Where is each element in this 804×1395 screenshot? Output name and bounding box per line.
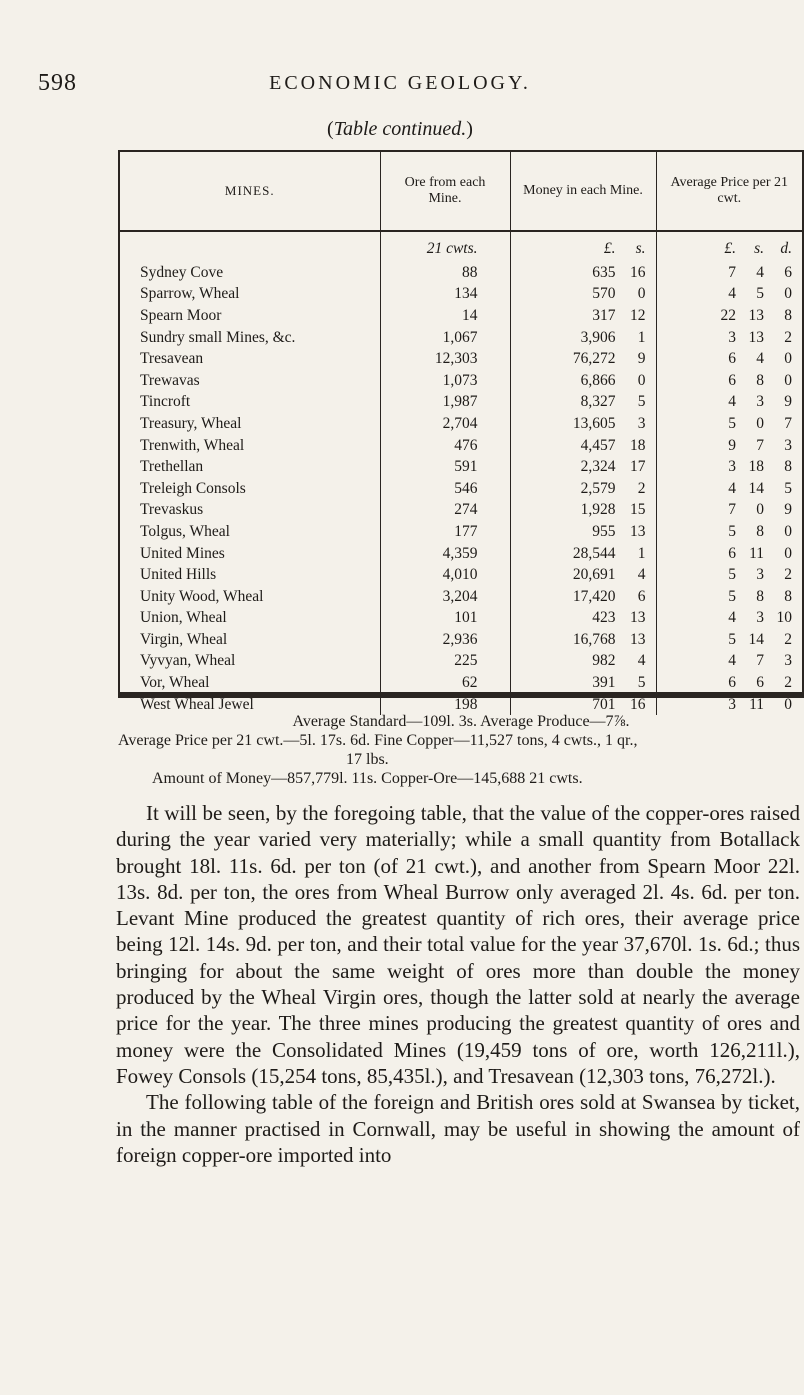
table-row	[120, 564, 802, 586]
mine-name-text	[140, 566, 390, 584]
mine-name-label: Spearn Moor	[140, 306, 222, 324]
mine-name-label: Tincroft	[140, 393, 191, 411]
price-pence: 5	[784, 479, 792, 497]
summary-average-price: Average Price per 21 cwt.—5l. 17s. 6d. Fine Copper—11,527 tons, 4 cwts., 1 qr.,	[118, 732, 638, 749]
running-title: ECONOMIC GEOLOGY.	[269, 72, 531, 94]
price-pounds: 3	[728, 458, 736, 476]
money-cell	[510, 305, 656, 327]
price-pounds: 6	[728, 674, 736, 692]
price-cell	[656, 608, 802, 630]
price-pence: 6	[784, 263, 792, 281]
mine-name	[120, 629, 380, 651]
caption-close: )	[466, 118, 473, 140]
mine-name-label: Trethellan	[140, 458, 204, 476]
price-pounds: 3	[728, 695, 736, 713]
ore-cell: 225	[380, 651, 510, 673]
price-pence: 0	[784, 522, 792, 540]
money-shillings: 6	[637, 587, 646, 605]
ore-cell: 101	[380, 608, 510, 630]
mine-name-label: Vyvyan, Wheal	[140, 652, 236, 670]
price-cell	[656, 543, 802, 565]
table-header-row	[120, 152, 802, 231]
units-money	[510, 231, 656, 262]
price-cell	[656, 435, 802, 457]
units-price-d: d.	[780, 240, 792, 257]
price-pounds: 5	[728, 587, 736, 605]
table-row	[120, 478, 802, 500]
price-pounds: 5	[728, 522, 736, 540]
price-cell	[656, 262, 802, 284]
price-pounds: 4	[728, 609, 736, 627]
mine-name	[120, 500, 380, 522]
mine-name-text	[140, 501, 390, 519]
price-cell	[656, 305, 802, 327]
table-row	[120, 435, 802, 457]
table-row	[120, 500, 802, 522]
table-body	[120, 231, 802, 715]
table-row	[120, 284, 802, 306]
money-pounds: 2,324	[580, 458, 616, 476]
money-shillings: 3	[637, 414, 646, 432]
mine-name-label: Virgin, Wheal	[140, 630, 228, 648]
mine-name	[120, 586, 380, 608]
price-cell	[656, 413, 802, 435]
mine-name-label: Sundry small Mines, &c.	[140, 328, 296, 346]
table-row	[120, 456, 802, 478]
price-pounds: 5	[728, 630, 736, 648]
units-money-l: £.	[603, 240, 616, 257]
mine-name-label: Treleigh Consols	[140, 479, 246, 497]
price-cell	[656, 521, 802, 543]
price-cell	[656, 478, 802, 500]
money-pounds: 4,457	[580, 436, 616, 454]
money-cell	[510, 629, 656, 651]
col-header-money: Money in each Mine.	[510, 152, 656, 231]
mine-name-label: Vor, Wheal	[140, 674, 210, 692]
table-row	[120, 262, 802, 284]
ore-cell: 2,704	[380, 413, 510, 435]
paragraph-2: The following table of the foreign and British ores sold at Swansea by ticket, in the manner practised in Cornwall, may be useful in showing the amount of foreign copper-ore imported into	[116, 1090, 800, 1167]
price-pence: 7	[784, 414, 792, 432]
ore-cell: 88	[380, 262, 510, 284]
price-pence: 3	[784, 436, 792, 454]
table-row	[120, 608, 802, 630]
money-pounds: 6,866	[580, 371, 616, 389]
price-pence: 3	[784, 652, 792, 670]
table-row	[120, 543, 802, 565]
table-row	[120, 413, 802, 435]
money-pounds: 16,768	[572, 630, 616, 648]
mine-name	[120, 262, 380, 284]
mine-name	[120, 348, 380, 370]
money-pounds: 955	[592, 522, 616, 540]
money-pounds: 76,272	[572, 350, 616, 368]
mine-name-label: Trevaskus	[140, 501, 204, 519]
ore-cell: 274	[380, 500, 510, 522]
ore-cell: 1,987	[380, 392, 510, 414]
money-shillings: 4	[637, 566, 646, 584]
money-cell	[510, 608, 656, 630]
caption-open: (	[327, 118, 334, 140]
mine-name	[120, 543, 380, 565]
price-pounds: 4	[728, 652, 736, 670]
price-shillings: 7	[756, 436, 764, 454]
price-pence: 0	[784, 695, 792, 713]
money-shillings: 0	[637, 285, 646, 303]
table-row	[120, 586, 802, 608]
price-shillings: 7	[756, 652, 764, 670]
price-pounds: 4	[728, 393, 736, 411]
price-pence: 8	[784, 306, 792, 324]
page-number: 598	[38, 70, 77, 96]
running-head	[30, 70, 770, 104]
price-pence: 10	[776, 609, 792, 627]
mine-name	[120, 651, 380, 673]
price-pounds: 4	[728, 285, 736, 303]
money-cell	[510, 348, 656, 370]
price-cell	[656, 500, 802, 522]
price-pence: 0	[784, 544, 792, 562]
mine-name-label: United Hills	[140, 566, 217, 584]
caption-text: Table continued.	[333, 118, 467, 140]
price-cell	[656, 370, 802, 392]
mine-name-text	[140, 372, 390, 390]
money-cell	[510, 651, 656, 673]
price-pounds: 3	[728, 328, 736, 346]
mine-name-label: Sydney Cove	[140, 263, 224, 281]
mine-name-text	[140, 480, 390, 498]
ore-cell: 3,204	[380, 586, 510, 608]
money-shillings: 18	[630, 436, 646, 454]
money-pounds: 570	[592, 285, 616, 303]
price-cell	[656, 629, 802, 651]
price-cell	[656, 284, 802, 306]
price-pounds: 22	[720, 306, 736, 324]
mine-name	[120, 478, 380, 500]
money-cell	[510, 478, 656, 500]
money-shillings: 13	[630, 630, 646, 648]
price-shillings: 8	[756, 587, 764, 605]
mine-name-text	[140, 264, 390, 282]
mine-name-text	[140, 631, 390, 649]
price-shillings: 5	[756, 285, 764, 303]
col-header-price: Average Price per 21 cwt.	[656, 152, 802, 231]
table-row	[120, 629, 802, 651]
price-pounds: 5	[728, 414, 736, 432]
ore-cell: 1,067	[380, 327, 510, 349]
ore-cell: 14	[380, 305, 510, 327]
mine-name-label: Tresavean	[140, 350, 204, 368]
price-pence: 2	[784, 566, 792, 584]
table-row	[120, 392, 802, 414]
money-shillings: 16	[630, 263, 646, 281]
money-cell	[510, 586, 656, 608]
table-row	[120, 521, 802, 543]
price-shillings: 0	[756, 414, 764, 432]
price-shillings: 3	[756, 393, 764, 411]
price-pounds: 7	[728, 263, 736, 281]
mine-name-text	[140, 588, 390, 606]
ore-cell: 177	[380, 521, 510, 543]
price-pence: 2	[784, 674, 792, 692]
mine-name-text	[140, 415, 390, 433]
money-cell	[510, 564, 656, 586]
mine-name-label: Treasury, Wheal	[140, 414, 242, 432]
price-pence: 2	[784, 630, 792, 648]
price-shillings: 14	[748, 479, 764, 497]
summary-lbs: 17 lbs.	[346, 751, 389, 768]
money-shillings: 13	[630, 522, 646, 540]
money-shillings: 1	[637, 544, 646, 562]
money-shillings: 15	[630, 501, 646, 519]
money-pounds: 635	[592, 263, 616, 281]
price-shillings: 6	[756, 674, 764, 692]
paragraph-1: It will be seen, by the foregoing table, that the value of the copper-ores raised during the year varied very materially; while a small quantity from Botallack brought 18l. 11s. 6d. per ton (of 21 cwt.), and another from Spearn Moor 22l. 13s. 8d. per ton, the ores from Wheal Burrow only averaged 2l. 4s. 6d. per ton. Levant Mine produced the greatest quantity of rich ores, their average price being 12l. 14s. 9d. per ton, and their total value for the year 37,670l. 1s. 6d.; thus bringing for about the same weight of ores more than double the money produced by the Wheal Virgin ores, though the latter sold at nearly the average price for the year. The three mines producing the greatest quantity of ores and money were the Consolidated Mines (19,459 tons of ore, worth 126,211l.), Fowey Consols (15,254 tons, 85,435l.), and Tresavean (12,303 tons, 76,272l.).	[116, 801, 800, 1088]
price-pence: 9	[784, 393, 792, 411]
table-row	[120, 651, 802, 673]
money-shillings: 0	[637, 371, 646, 389]
table-row	[120, 370, 802, 392]
money-pounds: 982	[592, 652, 616, 670]
price-shillings: 11	[749, 544, 764, 562]
price-pounds: 4	[728, 479, 736, 497]
price-pounds: 6	[728, 544, 736, 562]
table-row	[120, 672, 802, 694]
price-pence: 8	[784, 587, 792, 605]
units-row	[120, 231, 802, 262]
price-cell	[656, 672, 802, 694]
money-shillings: 17	[630, 458, 646, 476]
mine-name	[120, 284, 380, 306]
money-pounds: 1,928	[580, 501, 616, 519]
price-shillings: 3	[756, 609, 764, 627]
mine-name-text	[140, 652, 390, 670]
ore-cell: 591	[380, 456, 510, 478]
price-pounds: 6	[728, 371, 736, 389]
table-caption	[0, 118, 800, 141]
units-ore: 21 cwts.	[380, 231, 510, 262]
money-shillings: 5	[637, 674, 646, 692]
col-header-mines: MINES.	[120, 152, 380, 231]
ore-cell: 198	[380, 694, 510, 716]
mine-name-text	[140, 458, 390, 476]
price-cell	[656, 564, 802, 586]
money-cell	[510, 500, 656, 522]
mine-name	[120, 435, 380, 457]
mine-name	[120, 370, 380, 392]
mine-name-label: Trenwith, Wheal	[140, 436, 245, 454]
mine-name-text	[140, 674, 390, 692]
money-shillings: 2	[637, 479, 646, 497]
price-cell	[656, 456, 802, 478]
price-pounds: 5	[728, 566, 736, 584]
mine-name-text	[140, 696, 390, 714]
mine-name-text	[140, 523, 390, 541]
price-shillings: 4	[756, 350, 764, 368]
price-cell	[656, 327, 802, 349]
mine-name-text	[140, 393, 390, 411]
mine-name-label: West Wheal Jewel	[140, 695, 254, 713]
mine-name	[120, 672, 380, 694]
money-cell	[510, 413, 656, 435]
price-cell	[656, 392, 802, 414]
mine-name-text	[140, 609, 390, 627]
money-cell	[510, 262, 656, 284]
units-name-cell	[120, 231, 380, 262]
mine-name-label: Union, Wheal	[140, 609, 227, 627]
mine-name-label: Unity Wood, Wheal	[140, 587, 264, 605]
money-shillings: 4	[637, 652, 646, 670]
price-shillings: 0	[756, 501, 764, 519]
price-pounds: 7	[728, 501, 736, 519]
money-cell	[510, 456, 656, 478]
money-cell	[510, 672, 656, 694]
price-cell	[656, 348, 802, 370]
money-pounds: 317	[592, 306, 616, 324]
price-shillings: 4	[756, 263, 764, 281]
units-money-s: s.	[635, 240, 646, 257]
mine-name	[120, 564, 380, 586]
summary-average-standard: Average Standard—109l. 3s. Average Produce—7⅞.	[292, 713, 630, 730]
money-pounds: 13,605	[572, 414, 616, 432]
mine-name-text	[140, 285, 390, 303]
money-shillings: 16	[630, 695, 646, 713]
ore-cell: 1,073	[380, 370, 510, 392]
mine-name	[120, 456, 380, 478]
ore-cell: 476	[380, 435, 510, 457]
table-summary	[118, 712, 804, 788]
mine-name	[120, 521, 380, 543]
mine-name	[120, 608, 380, 630]
money-pounds: 701	[592, 695, 616, 713]
money-pounds: 20,691	[572, 566, 616, 584]
mine-name	[120, 327, 380, 349]
money-cell	[510, 392, 656, 414]
price-pounds: 9	[728, 436, 736, 454]
money-pounds: 3,906	[580, 328, 616, 346]
mine-name-label: Sparrow, Wheal	[140, 285, 240, 303]
body-text	[116, 800, 800, 1168]
ore-cell: 4,359	[380, 543, 510, 565]
ore-cell: 12,303	[380, 348, 510, 370]
money-shillings: 9	[637, 350, 646, 368]
mine-name	[120, 413, 380, 435]
units-price-s: s.	[754, 240, 764, 257]
money-cell	[510, 543, 656, 565]
mine-name-text	[140, 350, 390, 368]
price-pence: 2	[784, 328, 792, 346]
table-row	[120, 327, 802, 349]
ore-cell: 546	[380, 478, 510, 500]
units-price-l: £.	[724, 240, 736, 257]
price-shillings: 14	[748, 630, 764, 648]
mines-table	[118, 150, 804, 713]
price-pounds: 6	[728, 350, 736, 368]
mine-name-label: United Mines	[140, 544, 225, 562]
ore-cell: 4,010	[380, 564, 510, 586]
money-pounds: 391	[592, 674, 616, 692]
price-shillings: 13	[748, 306, 764, 324]
ore-cell: 62	[380, 672, 510, 694]
mine-name-text	[140, 307, 390, 325]
mine-name	[120, 305, 380, 327]
price-shillings: 11	[749, 695, 764, 713]
money-cell	[510, 435, 656, 457]
money-pounds: 17,420	[572, 587, 616, 605]
money-shillings: 5	[637, 393, 646, 411]
price-pence: 0	[784, 285, 792, 303]
price-shillings: 13	[748, 328, 764, 346]
price-pence: 8	[784, 458, 792, 476]
table-row	[120, 305, 802, 327]
money-shillings: 12	[630, 306, 646, 324]
mine-name	[120, 392, 380, 414]
money-pounds: 28,544	[572, 544, 616, 562]
col-header-ore: Ore from each Mine.	[380, 152, 510, 231]
price-pence: 0	[784, 350, 792, 368]
mine-name-text	[140, 437, 390, 455]
price-shillings: 3	[756, 566, 764, 584]
money-pounds: 8,327	[580, 393, 616, 411]
money-pounds: 2,579	[580, 479, 616, 497]
ore-cell: 134	[380, 284, 510, 306]
money-cell	[510, 370, 656, 392]
price-shillings: 18	[748, 458, 764, 476]
summary-amount-of-money: Amount of Money—857,779l. 11s. Copper-Ore—145,688 21 cwts.	[152, 770, 583, 787]
price-cell	[656, 586, 802, 608]
mine-name-text	[140, 329, 390, 347]
mine-name-label: Tolgus, Wheal	[140, 522, 230, 540]
mine-name-label: Trewavas	[140, 371, 200, 389]
money-pounds: 423	[592, 609, 616, 627]
money-shillings: 13	[630, 609, 646, 627]
money-cell	[510, 284, 656, 306]
ore-cell: 2,936	[380, 629, 510, 651]
table-row	[120, 348, 802, 370]
money-cell	[510, 327, 656, 349]
price-pence: 9	[784, 501, 792, 519]
price-shillings: 8	[756, 371, 764, 389]
price-cell	[656, 651, 802, 673]
units-price	[656, 231, 802, 262]
money-shillings: 1	[637, 328, 646, 346]
price-pence: 0	[784, 371, 792, 389]
mine-name-text	[140, 545, 390, 563]
price-shillings: 8	[756, 522, 764, 540]
money-cell	[510, 521, 656, 543]
